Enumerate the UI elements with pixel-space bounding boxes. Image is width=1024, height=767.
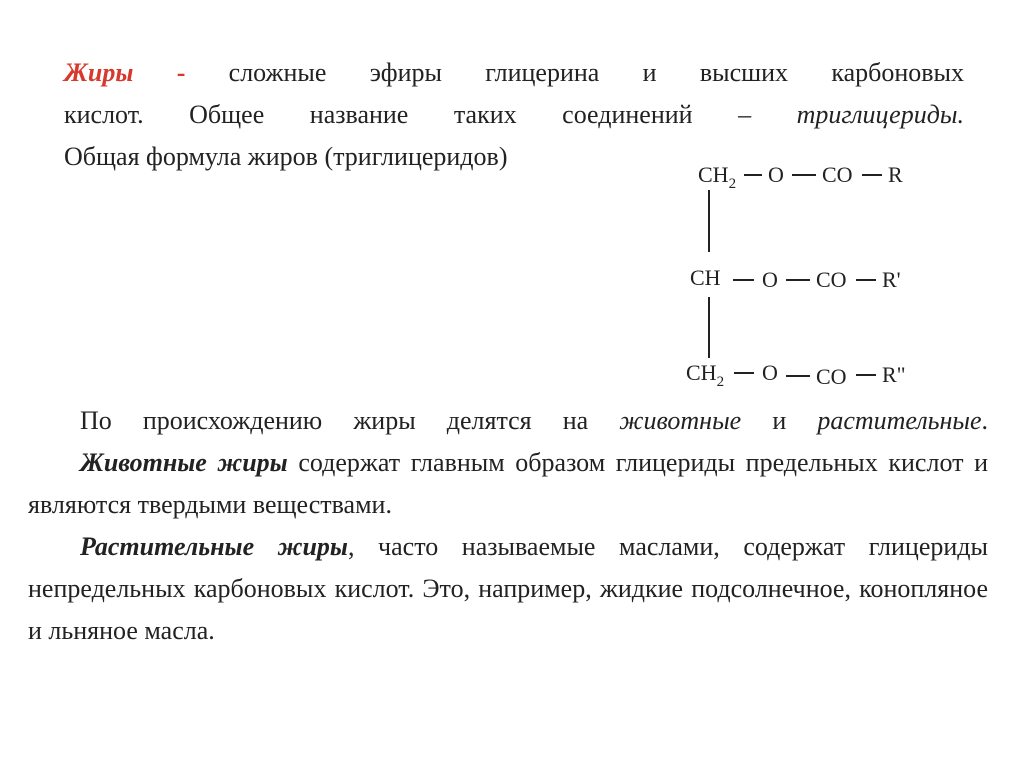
radical-r-double-prime: R" (882, 362, 906, 387)
carbonyl-group-middle: CO (816, 267, 847, 292)
body-text (28, 400, 988, 652)
oxygen-atom-top: O (768, 162, 784, 187)
carbonyl-group-top: CO (822, 162, 853, 187)
ch2-group-bottom: $CH_2$ (686, 360, 725, 390)
paragraph-animal-fats: Животные жиры содержат главным образом глицериды предельных кислот и являются твердыми веществами. (28, 448, 988, 519)
triglycerides-term: триглицериды. (796, 100, 964, 129)
intro-line-3: Общая формула жиров (триглицеридов) (64, 142, 508, 171)
term-fats: Жиры (64, 58, 134, 87)
oxygen-atom-middle: O (762, 267, 778, 292)
general-name-text: кислот. Общее название таких соединений – (64, 100, 752, 129)
carbonyl-group-bottom: CO (816, 364, 847, 389)
animal-term: животные (619, 406, 742, 435)
definition-text: сложные эфиры глицерина и высших карбоновых (228, 58, 965, 87)
paragraph-plant-fats: Растительные жиры, часто называемые маслами, содержат глицериды непредельных карбоновых кислот. Это, например, жидкие подсолнечное, конопляное и льняное масла. (28, 532, 988, 645)
radical-r: R (888, 162, 903, 187)
term-dash: - (176, 58, 186, 87)
plant-fats-term: Растительные жиры (80, 532, 348, 561)
ch2-group-top: $CH_2$ (698, 162, 737, 192)
paragraph-origin: По происхождению жиры делятся на животные и растительные. (80, 406, 989, 435)
radical-r-prime: R' (882, 267, 901, 292)
plant-term: растительные (817, 406, 982, 435)
oxygen-atom-bottom: O (762, 360, 778, 385)
ch-group-middle: CH (690, 265, 721, 290)
animal-fats-term: Животные жиры (80, 448, 288, 477)
